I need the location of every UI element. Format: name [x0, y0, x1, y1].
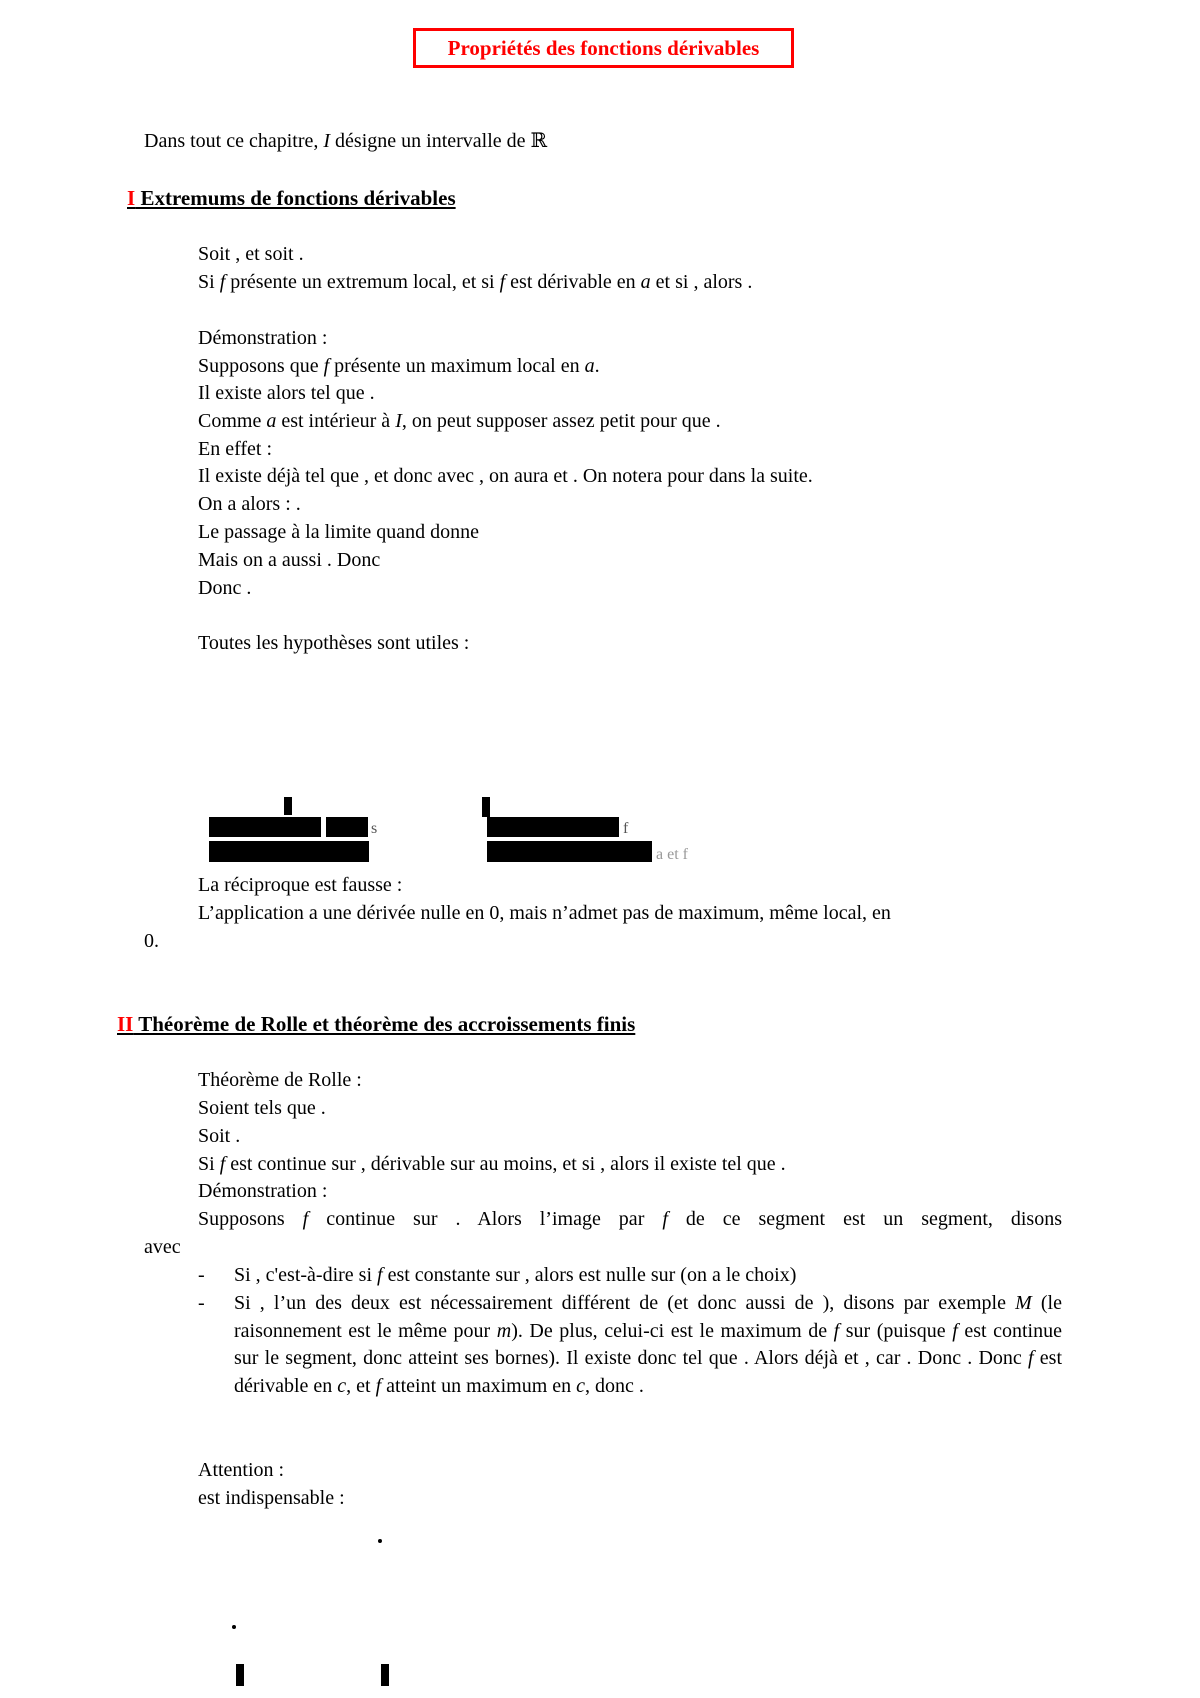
s2-bullet-2: - Si , l’un des deux est nécessairement différent de (et donc aussi de ), disons par exemple M (le raisonnement est le même pour m). De plus, celui-ci est le maximum de f sur (puisque f est continue sur le segment, donc atteint ses bornes). Il existe donc tel que . Alors déjà et , car . Donc . Donc f est dérivable en c, et f atteint un maximum en c, donc .: [198, 1292, 1062, 1397]
section2-title: Théorème de Rolle et théorème des accroissements finis: [133, 1012, 636, 1036]
s2-avec: avec: [144, 1236, 181, 1258]
s1-demo-line1: Supposons que f présente un maximum local en a.: [198, 355, 600, 377]
s1-p2: Si f présente un extremum local, et si f est dérivable en a et si , alors .: [198, 271, 753, 293]
intro-paragraph: [144, 128, 547, 154]
intro-var: I: [323, 130, 331, 152]
s2-line2: Soient tels que .: [198, 1097, 326, 1119]
s1-reciprocal: La réciproque est fausse :: [198, 874, 403, 896]
section2-number: II: [117, 1012, 134, 1036]
s1-demo-line3: Comme a est intérieur à I, on peut supposer assez petit pour que .: [198, 410, 721, 432]
intro-prefix: Dans tout ce chapitre,: [144, 130, 324, 152]
s1-demo-line2: Il existe alors tel que .: [198, 382, 375, 404]
s1-application-end: 0.: [144, 930, 159, 952]
s2-rolle-label: Théorème de Rolle :: [198, 1069, 362, 1091]
intro-suffix: désigne un intervalle de ℝ: [330, 130, 548, 152]
s1-hypotheses: Toutes les hypothèses sont utiles :: [198, 632, 470, 654]
section1-title: Extremums de fonctions dérivables: [135, 186, 456, 210]
s1-p1: Soit , et soit .: [198, 243, 304, 265]
s1-demo-line4: En effet :: [198, 438, 273, 460]
section1-number: I: [127, 186, 136, 210]
s2-bullet-1: - Si , c'est-à-dire si f est constante sur , alors est nulle sur (on a le choix): [198, 1264, 797, 1286]
page-title: Propriétés des fonctions dérivables: [413, 28, 794, 68]
s2-indispensable: est indispensable :: [198, 1487, 345, 1509]
s1-demo-line7: Le passage à la limite quand donne: [198, 521, 480, 543]
s1-demo-line8: Mais on a aussi . Donc: [198, 549, 381, 571]
section2-heading: [117, 1011, 635, 1037]
s2-line3: Soit .: [198, 1125, 241, 1147]
s1-demo-line5: Il existe déjà tel que , et donc avec , on aura et . On notera pour dans la suite.: [198, 465, 813, 487]
s2-line4: Si f est continue sur , dérivable sur au moins, et si , alors il existe tel que .: [198, 1153, 786, 1175]
section1-heading: [127, 185, 456, 211]
s1-demo-label: Démonstration :: [198, 327, 328, 349]
s2-suppose: Supposons f continue sur . Alors l’image par f de ce segment est un segment, disons: [198, 1208, 1062, 1230]
s2-demo-label: Démonstration :: [198, 1180, 328, 1202]
s1-application: L’application a une dérivée nulle en 0, mais n’admet pas de maximum, même local, en: [198, 902, 891, 924]
s2-attention: Attention :: [198, 1459, 285, 1481]
s1-demo-line6: On a alors : .: [198, 493, 301, 515]
s1-demo-line9: Donc .: [198, 577, 252, 599]
